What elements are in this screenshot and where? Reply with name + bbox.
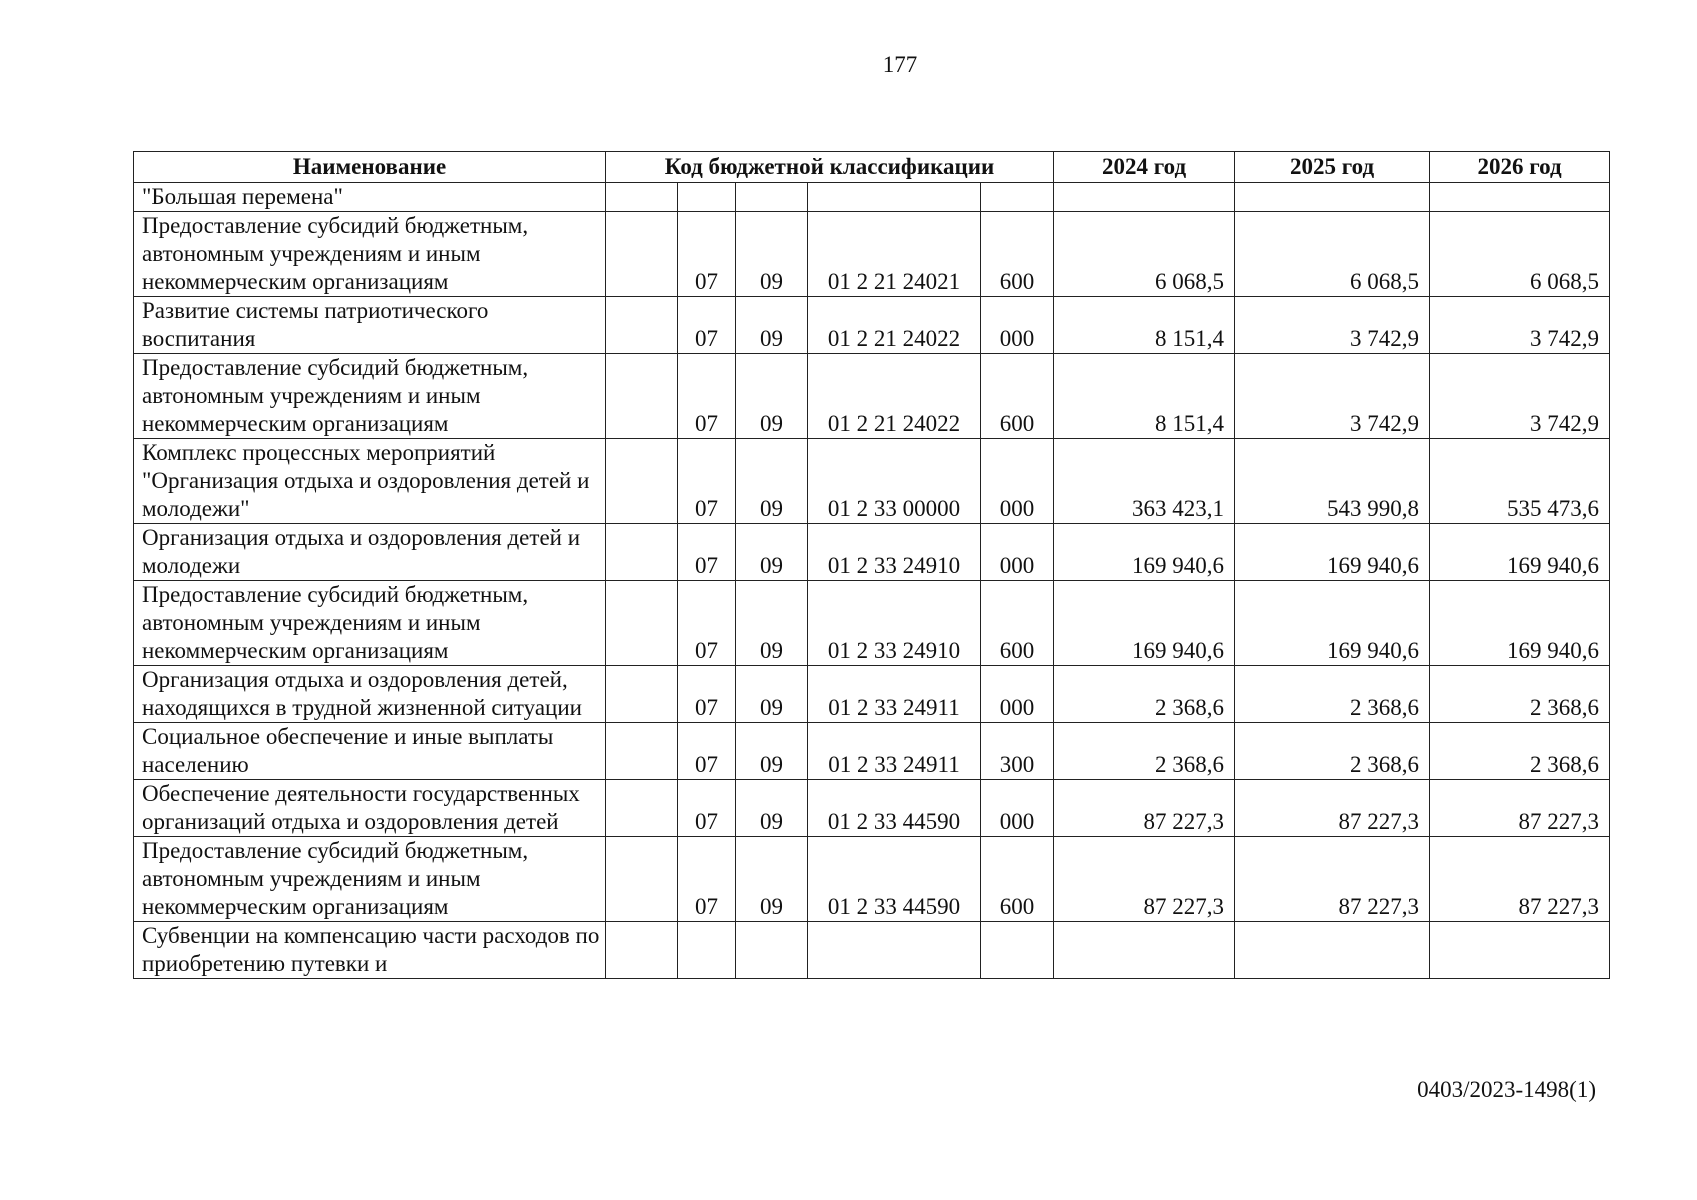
code-section: 07: [678, 723, 736, 780]
code-section: [678, 922, 736, 979]
table-row: [134, 439, 1610, 524]
code-segment-1: [606, 524, 678, 581]
code-segment-1: [606, 439, 678, 524]
row-name: Предоставление субсидий бюджетным, автономным учреждениям и иным некоммерческим организациям: [134, 212, 606, 297]
code-subsection: 09: [736, 837, 808, 922]
row-name: Предоставление субсидий бюджетным, автономным учреждениям и иным некоммерческим организациям: [134, 837, 606, 922]
code-expense-type: [981, 922, 1054, 979]
value-2024: 8 151,4: [1054, 354, 1235, 439]
value-2026: 169 940,6: [1430, 524, 1610, 581]
code-expense-type: 000: [981, 297, 1054, 354]
code-segment-1: [606, 666, 678, 723]
value-2024: 8 151,4: [1054, 297, 1235, 354]
value-2024: 363 423,1: [1054, 439, 1235, 524]
code-segment-1: [606, 837, 678, 922]
value-2025: [1235, 922, 1430, 979]
code-segment-1: [606, 212, 678, 297]
row-name: Предоставление субсидий бюджетным, автономным учреждениям и иным некоммерческим организациям: [134, 354, 606, 439]
value-2026: [1430, 922, 1610, 979]
table-row: [134, 922, 1610, 979]
row-name: "Большая перемена": [134, 183, 606, 212]
code-section: 07: [678, 837, 736, 922]
code-section: 07: [678, 581, 736, 666]
table-header-row: [134, 152, 1610, 183]
code-target-item: 01 2 33 24910: [808, 524, 981, 581]
code-section: 07: [678, 524, 736, 581]
code-target-item: 01 2 33 24911: [808, 666, 981, 723]
header-2024: 2024 год: [1054, 152, 1235, 183]
row-name: Обеспечение деятельности государственных организаций отдыха и оздоровления детей: [134, 780, 606, 837]
code-segment-1: [606, 581, 678, 666]
value-2026: 6 068,5: [1430, 212, 1610, 297]
value-2024: [1054, 922, 1235, 979]
value-2026: [1430, 183, 1610, 212]
header-name: Наименование: [134, 152, 606, 183]
code-target-item: 01 2 33 24910: [808, 581, 981, 666]
code-subsection: 09: [736, 354, 808, 439]
code-section: [678, 183, 736, 212]
code-expense-type: 000: [981, 666, 1054, 723]
row-name: Комплекс процессных мероприятий "Организация отдыха и оздоровления детей и молодежи": [134, 439, 606, 524]
code-expense-type: 600: [981, 837, 1054, 922]
code-expense-type: 300: [981, 723, 1054, 780]
value-2024: 6 068,5: [1054, 212, 1235, 297]
value-2025: 2 368,6: [1235, 723, 1430, 780]
value-2024: 169 940,6: [1054, 581, 1235, 666]
table-row: [134, 354, 1610, 439]
code-target-item: 01 2 21 24022: [808, 354, 981, 439]
table-row: [134, 212, 1610, 297]
value-2025: 169 940,6: [1235, 524, 1430, 581]
document-code: 0403/2023-1498(1): [1417, 1077, 1596, 1102]
code-target-item: [808, 183, 981, 212]
value-2025: 87 227,3: [1235, 837, 1430, 922]
code-section: 07: [678, 780, 736, 837]
value-2025: 3 742,9: [1235, 354, 1430, 439]
value-2026: 87 227,3: [1430, 837, 1610, 922]
value-2026: 3 742,9: [1430, 354, 1610, 439]
value-2025: 87 227,3: [1235, 780, 1430, 837]
value-2024: 2 368,6: [1054, 723, 1235, 780]
code-expense-type: 600: [981, 212, 1054, 297]
table-row: [134, 581, 1610, 666]
code-expense-type: 600: [981, 581, 1054, 666]
value-2025: 543 990,8: [1235, 439, 1430, 524]
value-2025: [1235, 183, 1430, 212]
code-segment-1: [606, 723, 678, 780]
code-subsection: 09: [736, 297, 808, 354]
code-expense-type: 000: [981, 524, 1054, 581]
code-segment-1: [606, 922, 678, 979]
value-2026: 3 742,9: [1430, 297, 1610, 354]
value-2026: 87 227,3: [1430, 780, 1610, 837]
code-subsection: 09: [736, 524, 808, 581]
value-2026: 2 368,6: [1430, 723, 1610, 780]
header-2026: 2026 год: [1430, 152, 1610, 183]
table-row: [134, 297, 1610, 354]
value-2026: 2 368,6: [1430, 666, 1610, 723]
row-name: Развитие системы патриотического воспитания: [134, 297, 606, 354]
code-target-item: 01 2 33 00000: [808, 439, 981, 524]
value-2024: [1054, 183, 1235, 212]
value-2026: 169 940,6: [1430, 581, 1610, 666]
value-2025: 169 940,6: [1235, 581, 1430, 666]
code-target-item: 01 2 21 24022: [808, 297, 981, 354]
code-expense-type: 000: [981, 439, 1054, 524]
code-segment-1: [606, 354, 678, 439]
row-name: Предоставление субсидий бюджетным, автономным учреждениям и иным некоммерческим организациям: [134, 581, 606, 666]
code-section: 07: [678, 354, 736, 439]
table-row: [134, 183, 1610, 212]
code-expense-type: [981, 183, 1054, 212]
code-target-item: [808, 922, 981, 979]
table-row: [134, 524, 1610, 581]
code-target-item: 01 2 33 24911: [808, 723, 981, 780]
code-segment-1: [606, 183, 678, 212]
value-2025: 2 368,6: [1235, 666, 1430, 723]
code-section: 07: [678, 439, 736, 524]
value-2024: 87 227,3: [1054, 780, 1235, 837]
header-2025: 2025 год: [1235, 152, 1430, 183]
value-2024: 2 368,6: [1054, 666, 1235, 723]
table-row: [134, 666, 1610, 723]
row-name: Организация отдыха и оздоровления детей, находящихся в трудной жизненной ситуации: [134, 666, 606, 723]
code-subsection: [736, 183, 808, 212]
code-expense-type: 600: [981, 354, 1054, 439]
value-2024: 87 227,3: [1054, 837, 1235, 922]
code-subsection: 09: [736, 439, 808, 524]
value-2024: 169 940,6: [1054, 524, 1235, 581]
budget-table: [133, 151, 1610, 979]
code-subsection: 09: [736, 780, 808, 837]
code-segment-1: [606, 297, 678, 354]
code-subsection: 09: [736, 666, 808, 723]
code-subsection: [736, 922, 808, 979]
code-subsection: 09: [736, 581, 808, 666]
code-section: 07: [678, 297, 736, 354]
code-subsection: 09: [736, 212, 808, 297]
value-2025: 6 068,5: [1235, 212, 1430, 297]
value-2025: 3 742,9: [1235, 297, 1430, 354]
code-target-item: 01 2 33 44590: [808, 837, 981, 922]
value-2026: 535 473,6: [1430, 439, 1610, 524]
code-section: 07: [678, 666, 736, 723]
code-target-item: 01 2 21 24021: [808, 212, 981, 297]
table-row: [134, 837, 1610, 922]
row-name: Субвенции на компенсацию части расходов по приобретению путевки и: [134, 922, 606, 979]
header-code: Код бюджетной классификации: [606, 152, 1054, 183]
code-subsection: 09: [736, 723, 808, 780]
page-number: 177: [882, 52, 918, 77]
code-expense-type: 000: [981, 780, 1054, 837]
code-section: 07: [678, 212, 736, 297]
code-target-item: 01 2 33 44590: [808, 780, 981, 837]
code-segment-1: [606, 780, 678, 837]
table-row: [134, 723, 1610, 780]
row-name: Социальное обеспечение и иные выплаты населению: [134, 723, 606, 780]
table-row: [134, 780, 1610, 837]
row-name: Организация отдыха и оздоровления детей и молодежи: [134, 524, 606, 581]
